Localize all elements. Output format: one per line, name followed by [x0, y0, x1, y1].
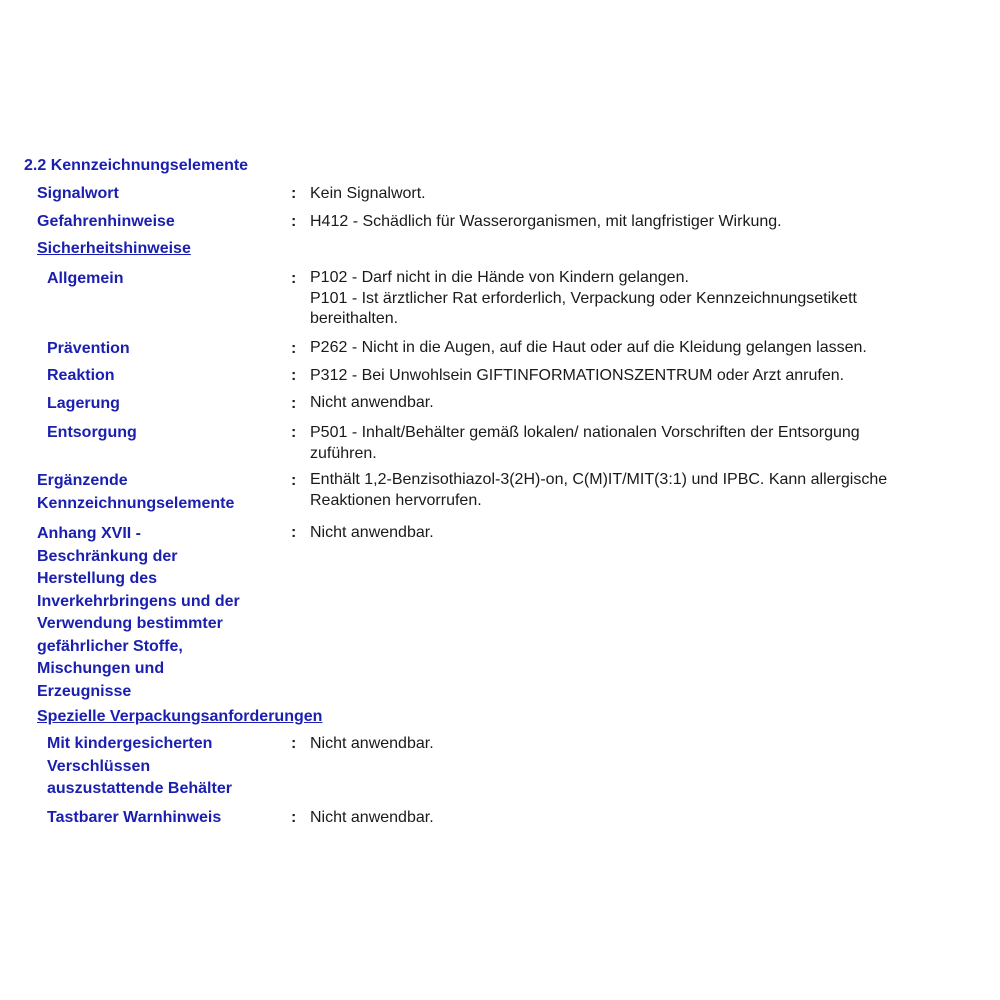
tastbar-separator: : — [291, 809, 297, 826]
anhang-label-line: gefährlicher Stoffe, — [37, 637, 183, 655]
anhang-label-line: Beschränkung der — [37, 547, 178, 565]
tastbar-value: Nicht anwendbar. — [310, 809, 434, 826]
ergaenzende-label — [37, 470, 234, 515]
kindersicher-separator: : — [291, 735, 297, 752]
signalwort-separator: : — [291, 185, 297, 202]
ergaenzende-separator: : — [291, 472, 297, 489]
praevention-separator: : — [291, 340, 297, 357]
ergaenzende-line: Enthält 1,2-Benzisothiazol-3(2H)-on, C(M)IT/MIT(3:1) und IPBC. Kann allergische — [310, 471, 888, 488]
ergaenzende-label-line: Kennzeichnungselemente — [37, 494, 235, 512]
entsorgung-label: Entsorgung — [47, 424, 137, 441]
lagerung-label: Lagerung — [47, 395, 120, 412]
allgemein-line: P102 - Darf nicht in die Hände von Kindern gelangen. — [310, 269, 689, 286]
kindersicher-label-line: Verschlüssen — [47, 757, 151, 775]
section-title: 2.2 Kennzeichnungselemente — [24, 157, 249, 174]
lagerung-separator: : — [291, 395, 297, 412]
reaktion-value: P312 - Bei Unwohlsein GIFTINFORMATIONSZENTRUM oder Arzt anrufen. — [310, 367, 845, 384]
allgemein-line: bereithalten. — [310, 310, 399, 327]
allgemein-line: P101 - Ist ärztlicher Rat erforderlich, Verpackung oder Kennzeichnungsetikett — [310, 289, 857, 307]
allgemein-separator: : — [291, 270, 297, 287]
verpackung-heading: Spezielle Verpackungsanforderungen — [37, 708, 323, 725]
anhang-label-line: Erzeugnisse — [37, 682, 132, 700]
entsorgung-separator: : — [291, 424, 297, 441]
entsorgung-value — [310, 423, 860, 464]
gefahrenhinweise-separator: : — [291, 213, 297, 230]
kindersicher-value: Nicht anwendbar. — [310, 735, 434, 752]
anhang-label — [37, 523, 240, 703]
anhang-label-line: Verwendung bestimmter — [37, 615, 223, 632]
praevention-value: P262 - Nicht in die Augen, auf die Haut oder auf die Kleidung gelangen lassen. — [310, 339, 867, 356]
kindersicher-label-line: auszustattende Behälter — [47, 780, 232, 797]
reaktion-separator: : — [291, 367, 297, 384]
gefahrenhinweise-label: Gefahrenhinweise — [37, 213, 175, 230]
allgemein-value — [310, 268, 857, 330]
signalwort-label: Signalwort — [37, 185, 119, 202]
signalwort-value: Kein Signalwort. — [310, 185, 426, 202]
anhang-value: Nicht anwendbar. — [310, 524, 434, 541]
kindersicher-label — [47, 733, 232, 801]
lagerung-value: Nicht anwendbar. — [310, 394, 434, 411]
sicherheitshinweise-heading: Sicherheitshinweise — [37, 240, 191, 257]
ergaenzende-label-line: Ergänzende — [37, 472, 128, 489]
allgemein-label: Allgemein — [47, 270, 124, 287]
ergaenzende-value — [310, 470, 887, 511]
entsorgung-line: P501 - Inhalt/Behälter gemäß lokalen/ nationalen Vorschriften der Entsorgung — [310, 424, 860, 441]
kindersicher-label-line: Mit kindergesicherten — [47, 735, 213, 752]
anhang-label-line: Herstellung des — [37, 570, 158, 587]
tastbar-label: Tastbarer Warnhinweis — [47, 809, 222, 826]
praevention-label: Prävention — [47, 340, 130, 357]
anhang-label-line: Mischungen und — [37, 660, 165, 677]
gefahrenhinweise-value: H412 - Schädlich für Wasserorganismen, mit langfristiger Wirkung. — [310, 213, 782, 230]
entsorgung-line: zuführen. — [310, 444, 377, 462]
anhang-label-line: Inverkehrbringens und der — [37, 592, 240, 610]
ergaenzende-line: Reaktionen hervorrufen. — [310, 491, 482, 509]
anhang-label-line: Anhang XVII - — [37, 525, 141, 542]
anhang-separator: : — [291, 524, 297, 541]
reaktion-label: Reaktion — [47, 367, 115, 384]
